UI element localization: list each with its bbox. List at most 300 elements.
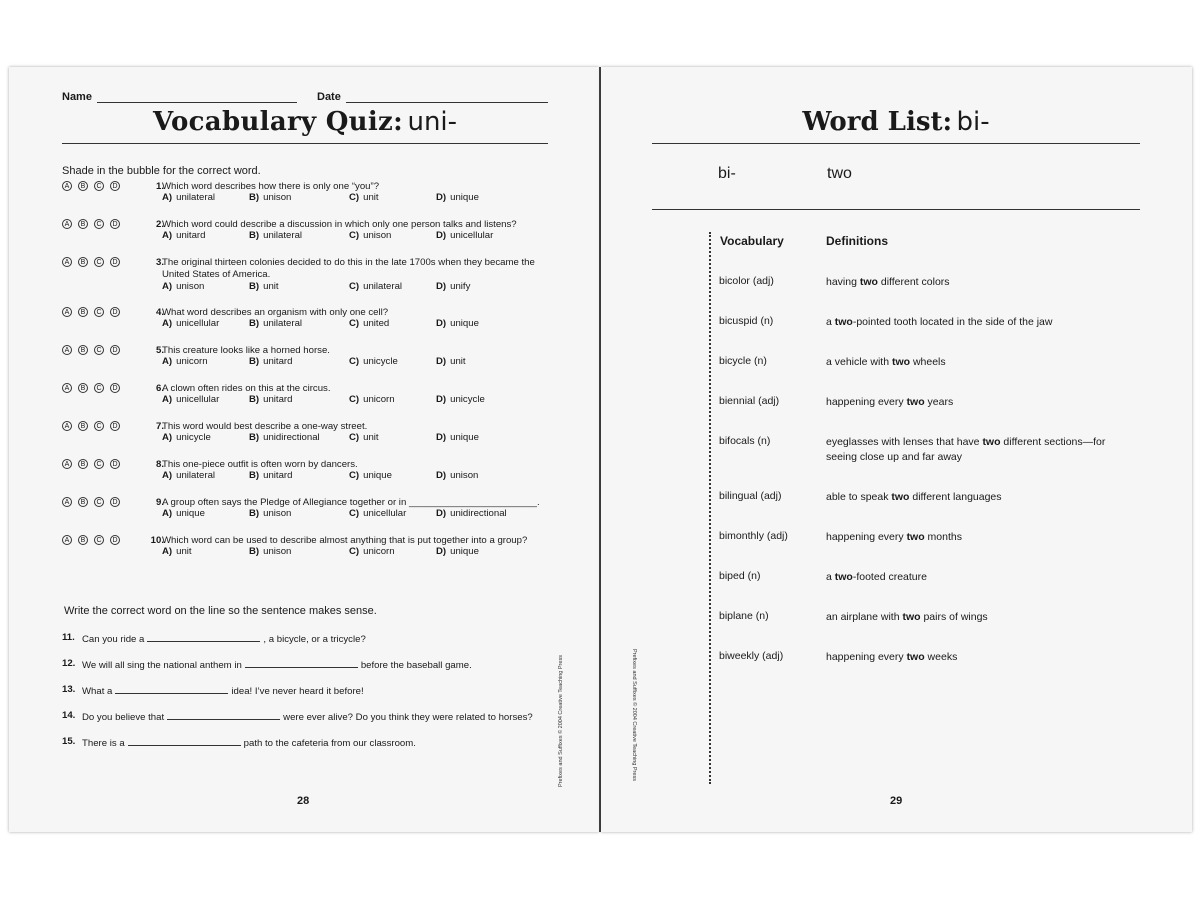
answer-bubbles [62,496,126,507]
date-label: Date [317,91,341,103]
prefix-meaning-row [652,165,1140,210]
option-word: unicellular [363,508,407,519]
answer-option [162,356,208,367]
answer-option [249,508,291,519]
option-letter: A) [162,318,173,329]
answer-bubble[interactable]: A [62,459,72,469]
definition-part: -pointed tooth located in the side of the jaw [852,316,1053,328]
answer-bubble[interactable]: C [94,535,104,545]
option-letter: A) [162,432,173,443]
fill-instructions: Write the correct word on the line so the sentence makes sense. [64,605,377,617]
answer-options [162,281,562,293]
fill-number: 13. [62,684,76,695]
definition-part: a [826,571,835,583]
answer-bubble[interactable]: A [62,383,72,393]
question-number: 5. [155,345,164,356]
option-letter: C) [349,432,360,443]
answer-option [162,230,205,241]
answer-bubble[interactable]: B [78,497,88,507]
answer-option [162,192,215,203]
question-number: 9. [155,497,164,508]
option-word: unique [450,432,479,443]
vocab-word: bilingual (adj) [719,490,782,502]
answer-option [162,508,205,519]
sentence-start: There is a [82,738,125,749]
question-text: What word describes an organism with only one cell? [162,307,389,318]
option-letter: B) [249,281,260,292]
option-letter: B) [249,470,260,481]
option-letter: D) [436,394,447,405]
answer-bubble[interactable]: C [94,307,104,317]
sentence-start: What a [82,686,113,697]
fill-number: 15. [62,736,76,747]
question-text: The original thirteen colonies decided to do this in the late 1700s when they became the United States of America. [162,257,535,280]
answer-bubble[interactable]: B [78,459,88,469]
answer-bubble[interactable]: D [110,181,120,191]
answer-bubbles [62,256,126,267]
option-word: unicorn [176,356,208,367]
word-list-title [652,107,1140,144]
option-word: unilateral [176,470,216,481]
answer-option [349,394,395,405]
title-light: uni- [407,107,458,137]
title-strong: Vocabulary Quiz: [152,107,404,137]
option-letter: A) [162,230,173,241]
option-letter: B) [249,192,260,203]
option-word: unilateral [176,192,216,203]
answer-option [436,432,479,443]
title-light: bi- [956,107,990,137]
option-letter: C) [349,470,360,481]
option-word: unique [450,318,479,329]
option-letter: A) [162,394,173,405]
answer-options [162,432,562,444]
option-letter: A) [162,192,173,203]
vocab-definition [826,570,1116,585]
option-word: unicellular [176,318,220,329]
answer-option [249,318,302,329]
definition-part: pairs of wings [920,611,988,623]
question-number: 6. [155,383,164,394]
definition-part: happening every [826,531,907,543]
answer-options [162,230,562,242]
option-word: unique [450,546,479,557]
answer-option [162,546,192,557]
option-word: unidirectional [450,508,507,519]
option-letter: D) [436,356,447,367]
definition-keyword: two [906,531,925,543]
answer-option [436,192,479,203]
answer-options [162,192,562,204]
option-word: unitard [263,470,293,481]
option-letter: C) [349,356,360,367]
definition-part: different languages [909,491,1002,503]
definition-part: able to speak [826,491,892,503]
question-text: Which word could describe a discussion in which only one person talks and listens? [162,219,517,230]
question-number: 10. [150,535,164,546]
answer-options [162,508,562,520]
question-item [62,218,562,254]
answer-option [436,394,485,405]
vocab-definition [826,610,1116,625]
option-word: unique [450,192,479,203]
answer-option [249,281,279,292]
option-word: unilateral [263,230,303,241]
answer-bubbles [62,344,126,355]
option-letter: B) [249,318,260,329]
definition-keyword: two [891,491,910,503]
answer-bubble[interactable]: C [94,459,104,469]
answer-bubble[interactable]: D [110,257,120,267]
question-text: A clown often rides on this at the circus. [162,383,331,394]
definition-part: weeks [924,651,958,663]
dotted-divider [709,232,711,784]
answer-blank[interactable] [128,736,241,746]
question-number: 8. [155,459,164,470]
date-line[interactable] [346,102,548,103]
option-word: unitard [263,394,293,405]
question-text: This creature looks like a horned horse. [162,345,330,356]
option-word: unison [263,546,292,557]
option-letter: D) [436,192,447,203]
sentence-end: path to the cafeteria from our classroom. [243,738,416,749]
definition-part: an airplane with [826,611,903,623]
answer-bubble[interactable]: A [62,219,72,229]
question-number: 1. [155,181,164,192]
question-item [62,344,562,380]
sentence-start: Do you believe that [82,712,165,723]
answer-bubbles [62,382,126,393]
answer-bubbles [62,534,126,545]
question-text: This word would best describe a one-way street. [162,421,368,432]
question-item [62,382,562,418]
definition-keyword: two [906,396,925,408]
option-word: unison [263,508,292,519]
answer-bubbles [62,458,126,469]
vocab-word: bifocals (n) [719,435,771,447]
answer-bubble[interactable]: D [110,219,120,229]
answer-bubbles [62,218,126,229]
option-letter: B) [249,546,260,557]
answer-bubble[interactable]: C [94,421,104,431]
vocab-definition [826,275,1116,290]
answer-option [349,230,391,241]
option-word: unison [176,281,205,292]
option-word: unit [263,281,279,292]
definition-keyword: two [906,651,925,663]
answer-option [349,508,406,519]
definition-keyword: two [891,356,911,368]
definition-keyword: two [834,316,853,328]
answer-bubble[interactable]: A [62,421,72,431]
fill-number: 11. [62,632,75,643]
definition-part: eyeglasses with lenses that have [826,436,983,448]
option-letter: B) [249,356,260,367]
vocab-definition [826,395,1116,410]
vocab-word: bicolor (adj) [719,275,774,287]
answer-bubbles [62,420,126,431]
copyright-credit-left: Prefixes and Suffixes © 2004 Creative Teaching Press [558,655,564,787]
fill-sentence [82,684,364,697]
answer-options [162,470,562,482]
answer-bubble[interactable]: C [94,383,104,393]
option-letter: C) [349,318,360,329]
option-word: unique [176,508,205,519]
answer-option [436,470,478,481]
answer-option [349,356,398,367]
answer-bubble[interactable]: B [78,181,88,191]
option-letter: C) [349,508,360,519]
answer-option [436,508,507,519]
vocab-definition [826,435,1116,465]
definitions-column-header: Definitions [826,234,888,248]
prefix-text: bi- [718,165,736,182]
answer-blank[interactable] [245,658,358,668]
sentence-end: before the baseball game. [360,660,472,671]
fill-sentence [82,658,472,671]
answer-option [349,281,402,292]
name-label: Name [62,91,92,103]
sentence-end: , a bicycle, or a tricycle? [263,634,366,645]
answer-bubble[interactable]: B [78,383,88,393]
question-number: 3. [155,257,164,268]
answer-bubble[interactable]: D [110,497,120,507]
option-letter: C) [349,546,360,557]
question-number: 2. [155,219,164,230]
answer-bubble[interactable]: A [62,345,72,355]
answer-bubble[interactable]: C [94,257,104,267]
option-word: unit [363,432,379,443]
answer-options [162,394,562,406]
sentence-end: were ever alive? Do you think they were related to horses? [283,712,533,723]
answer-option [249,394,292,405]
right-page-word-list [601,67,1192,832]
option-letter: B) [249,230,260,241]
answer-option [162,432,211,443]
definition-part: happening every [826,651,907,663]
answer-option [349,432,379,443]
definition-part: -footed creature [852,571,927,583]
answer-bubbles [62,180,126,191]
option-letter: B) [249,394,260,405]
answer-option [162,318,219,329]
fill-number: 12. [62,658,76,669]
option-word: unicycle [176,432,211,443]
definition-part: happening every [826,396,907,408]
answer-options [162,318,562,330]
answer-option [436,356,466,367]
page-number-right: 29 [890,795,903,807]
vocab-word: bicuspid (n) [719,315,774,327]
sentence-start: Can you ride a [82,634,145,645]
option-word: unitard [263,356,293,367]
answer-blank[interactable] [147,632,260,642]
option-word: unify [450,281,471,292]
answer-bubble[interactable]: B [78,345,88,355]
vocab-definition [826,315,1116,330]
fill-sentence [82,736,416,749]
answer-options [162,546,562,558]
answer-option [349,192,379,203]
answer-option [249,230,302,241]
prefix-meaning: two [827,165,852,182]
option-word: unit [363,192,379,203]
vocab-definition [826,355,1116,370]
question-number: 4. [155,307,164,318]
option-letter: C) [349,192,360,203]
answer-option [436,281,470,292]
answer-bubble[interactable]: A [62,307,72,317]
answer-bubble[interactable]: B [78,219,88,229]
answer-option [162,470,215,481]
option-word: unilateral [363,281,403,292]
question-text: Which word can be used to describe almost anything that is put together into a group? [162,535,528,546]
vocab-definition [826,530,1116,545]
question-item [62,534,562,570]
vocab-definition [826,650,1116,665]
option-word: unicorn [363,546,395,557]
answer-bubble[interactable]: C [94,181,104,191]
copyright-credit-right: Prefixes and Suffixes © 2004 Creative Teaching Press [631,649,637,781]
option-letter: D) [436,230,447,241]
question-item [62,256,562,292]
answer-bubble[interactable]: B [78,421,88,431]
sentence-end: idea! I’ve never heard it before! [231,686,364,697]
option-word: unitard [176,230,206,241]
option-letter: A) [162,356,173,367]
name-line[interactable] [97,102,297,103]
answer-options [162,356,562,368]
question-item [62,420,562,456]
option-letter: A) [162,470,173,481]
answer-blank[interactable] [167,710,280,720]
answer-bubble[interactable]: A [62,181,72,191]
option-letter: D) [436,281,447,292]
answer-bubble[interactable]: D [110,345,120,355]
answer-bubble[interactable]: D [110,307,120,317]
definition-keyword: two [859,276,878,288]
option-letter: D) [436,470,447,481]
question-item [62,180,562,216]
option-word: united [363,318,390,329]
vocabulary-column-header: Vocabulary [720,234,784,248]
title-strong: Word List: [802,107,953,137]
option-letter: B) [249,508,260,519]
answer-bubble[interactable]: A [62,257,72,267]
vocab-word: biped (n) [719,570,761,582]
definition-part: different colors [877,276,950,288]
option-letter: C) [349,281,360,292]
option-word: unison [363,230,392,241]
definition-part: wheels [910,356,946,368]
option-word: unidirectional [263,432,320,443]
vocab-word: bimonthly (adj) [719,530,788,542]
fill-sentence [82,632,366,645]
answer-bubble[interactable]: B [78,535,88,545]
option-word: unison [450,470,479,481]
question-number: 7. [155,421,164,432]
question-item [62,306,562,342]
answer-bubble[interactable]: D [110,535,120,545]
answer-option [249,432,320,443]
definition-part: months [924,531,962,543]
quiz-instructions: Shade in the bubble for the correct word. [62,165,261,177]
answer-bubble[interactable]: D [110,383,120,393]
answer-option [436,318,479,329]
fill-number: 14. [62,710,76,721]
option-letter: C) [349,230,360,241]
question-text: This one-piece outfit is often worn by dancers. [162,459,358,470]
answer-option [349,546,395,557]
answer-option [249,192,291,203]
vocab-word: biennial (adj) [719,395,780,407]
answer-bubble[interactable]: C [94,345,104,355]
answer-option [349,470,392,481]
definition-part: different sections—for seeing close up and far away [826,436,1106,463]
vocab-word: biplane (n) [719,610,769,622]
option-letter: C) [349,394,360,405]
answer-bubble[interactable]: D [110,459,120,469]
option-word: unique [363,470,392,481]
answer-bubble[interactable]: C [94,497,104,507]
answer-option [349,318,389,329]
definition-part: a vehicle with [826,356,892,368]
answer-option [436,546,479,557]
option-letter: D) [436,432,447,443]
vocab-definition [826,490,1116,505]
answer-bubble[interactable]: A [62,497,72,507]
option-letter: D) [436,546,447,557]
option-word: unilateral [263,318,303,329]
answer-bubble[interactable]: A [62,535,72,545]
answer-bubbles [62,306,126,317]
page-title [62,107,548,144]
fill-sentence [82,710,533,723]
option-word: unison [263,192,292,203]
option-word: unit [176,546,192,557]
option-letter: D) [436,508,447,519]
question-item [62,496,562,532]
option-letter: A) [162,546,173,557]
answer-option [249,546,291,557]
answer-bubble[interactable]: C [94,219,104,229]
definition-part: having [826,276,860,288]
vocab-word: biweekly (adj) [719,650,784,662]
definition-part: years [924,396,954,408]
answer-blank[interactable] [115,684,228,694]
option-word: unicorn [363,394,395,405]
answer-option [436,230,493,241]
option-letter: B) [249,432,260,443]
vocab-word: bicycle (n) [719,355,767,367]
option-letter: D) [436,318,447,329]
option-letter: A) [162,508,173,519]
option-word: unicycle [363,356,398,367]
question-text: A group often says the Pledge of Allegiance together or in ________________________. [162,497,540,508]
question-text: Which word describes how there is only one “you”? [162,181,380,192]
option-letter: A) [162,281,173,292]
answer-bubble[interactable]: B [78,257,88,267]
answer-option [162,394,219,405]
question-item [62,458,562,494]
page-number-left: 28 [297,795,310,807]
option-word: unicellular [176,394,220,405]
answer-bubble[interactable]: D [110,421,120,431]
option-word: unit [450,356,466,367]
option-word: unicellular [450,230,494,241]
sentence-start: We will all sing the national anthem in [82,660,242,671]
answer-bubble[interactable]: B [78,307,88,317]
